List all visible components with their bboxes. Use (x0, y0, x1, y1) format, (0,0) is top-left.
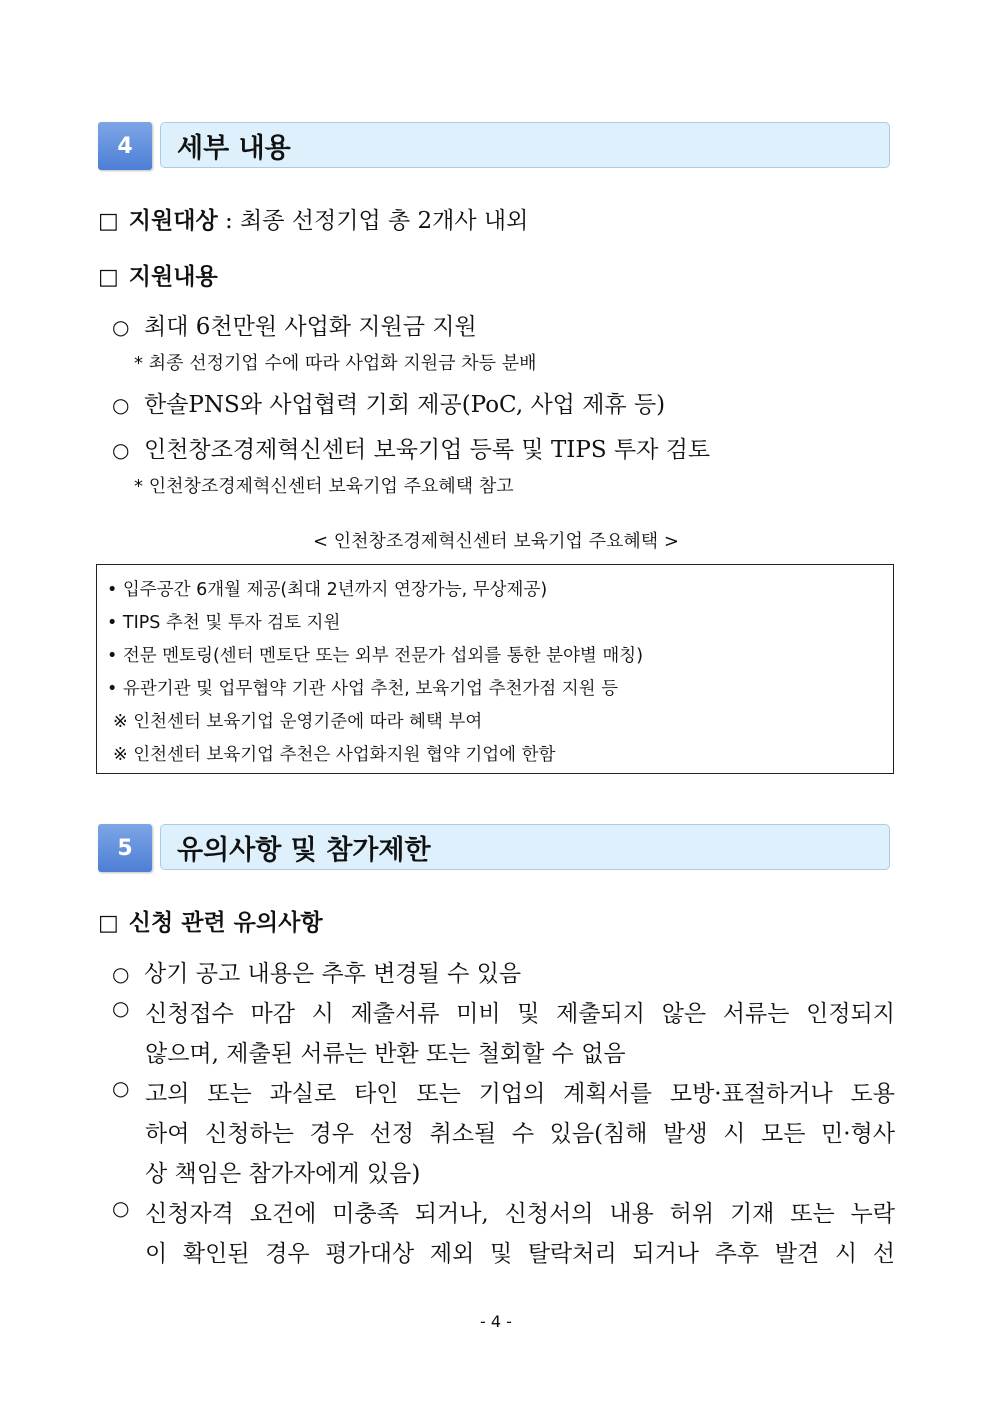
content-item (112, 386, 665, 419)
circle-bullet-icon: ○ (112, 315, 130, 339)
content-item-text: 최대 6천만원 사업화 지원금 지원 (144, 314, 477, 340)
content-note: * 인천창조경제혁신센터 보육기업 주요혜택 참고 (134, 476, 514, 497)
notice-text: 신청자격 요건에 미충족 되거나, 신청서의 내용 허위 기재 또는 누락 (145, 1201, 895, 1227)
content-item-text: 인천창조경제혁신센터 보육기업 등록 및 TIPS 투자 검토 (144, 437, 711, 463)
content-item (112, 431, 710, 464)
benefit-item: • 유관기관 및 업무협약 기관 사업 추천, 보육기업 추천가점 지원 등 (107, 679, 619, 699)
section-number-badge: 4 (98, 122, 152, 170)
content-note: * 최종 선정기업 수에 따라 사업화 지원금 차등 분배 (134, 353, 537, 374)
section-4-header (98, 122, 892, 170)
content-item (112, 308, 477, 341)
circle-bullet-icon: ○ (112, 438, 130, 462)
checkbox-square-icon: □ (98, 911, 119, 936)
section-number-badge: 5 (98, 824, 152, 872)
support-content-heading (98, 258, 218, 291)
section-5-header (98, 824, 892, 872)
circle-bullet-icon: ○ (112, 996, 130, 1020)
notice-heading-label: 신청 관련 유의사항 (128, 910, 323, 936)
support-content-label: 지원내용 (128, 264, 218, 290)
notice-text: 이 확인된 경우 평가대상 제외 및 탈락처리 되거나 추후 발견 시 선 (145, 1241, 895, 1267)
notice-bullet (112, 1195, 144, 1221)
circle-bullet-icon: ○ (112, 1076, 130, 1100)
benefit-note: ※ 인천센터 보육기업 추천은 사업화지원 협약 기업에 한함 (113, 745, 556, 765)
benefit-note: ※ 인천센터 보육기업 운영기준에 따라 혜택 부여 (113, 712, 483, 732)
section-title: 유의사항 및 참가제한 (160, 824, 890, 870)
support-target-text: : 최종 선정기업 총 2개사 내외 (217, 208, 529, 234)
notice-text: 상 책임은 참가자에게 있음) (145, 1161, 421, 1187)
page-number: - 4 - (480, 1312, 512, 1331)
notice-item (112, 955, 521, 988)
support-target-label: 지원대상 (128, 208, 218, 234)
checkbox-square-icon: □ (98, 265, 119, 290)
notice-text: 상기 공고 내용은 추후 변경될 수 있음 (144, 961, 522, 987)
benefit-item: • 입주공간 6개월 제공(최대 2년까지 연장가능, 무상제공) (107, 580, 548, 600)
section-title: 세부 내용 (160, 122, 890, 168)
circle-bullet-icon: ○ (112, 393, 130, 417)
notice-heading (98, 904, 323, 937)
notice-text: 하여 신청하는 경우 선정 취소될 수 있음(침해 발생 시 모든 민·형사 (145, 1121, 895, 1147)
benefit-item: • TIPS 추천 및 투자 검토 지원 (107, 613, 341, 633)
checkbox-square-icon: □ (98, 209, 119, 234)
benefit-item: • 전문 멘토링(센터 멘토단 또는 외부 전문가 섭외를 통한 분야별 매칭) (107, 646, 644, 666)
benefits-box-title: < 인천창조경제혁신센터 보육기업 주요혜택 > (312, 531, 680, 552)
notice-text: 신청접수 마감 시 제출서류 미비 및 제출되지 않은 서류는 인정되지 (145, 1001, 895, 1027)
support-target-line (98, 202, 528, 235)
notice-bullet (112, 995, 144, 1021)
notice-text: 고의 또는 과실로 타인 또는 기업의 계획서를 모방·표절하거나 도용 (145, 1081, 895, 1107)
notice-bullet (112, 1075, 144, 1101)
notice-text: 않으며, 제출된 서류는 반환 또는 철회할 수 없음 (145, 1041, 626, 1067)
circle-bullet-icon: ○ (112, 962, 130, 986)
content-item-text: 한솔PNS와 사업협력 기회 제공(PoC, 사업 제휴 등) (144, 392, 666, 418)
circle-bullet-icon: ○ (112, 1196, 130, 1220)
benefits-box (96, 564, 894, 774)
